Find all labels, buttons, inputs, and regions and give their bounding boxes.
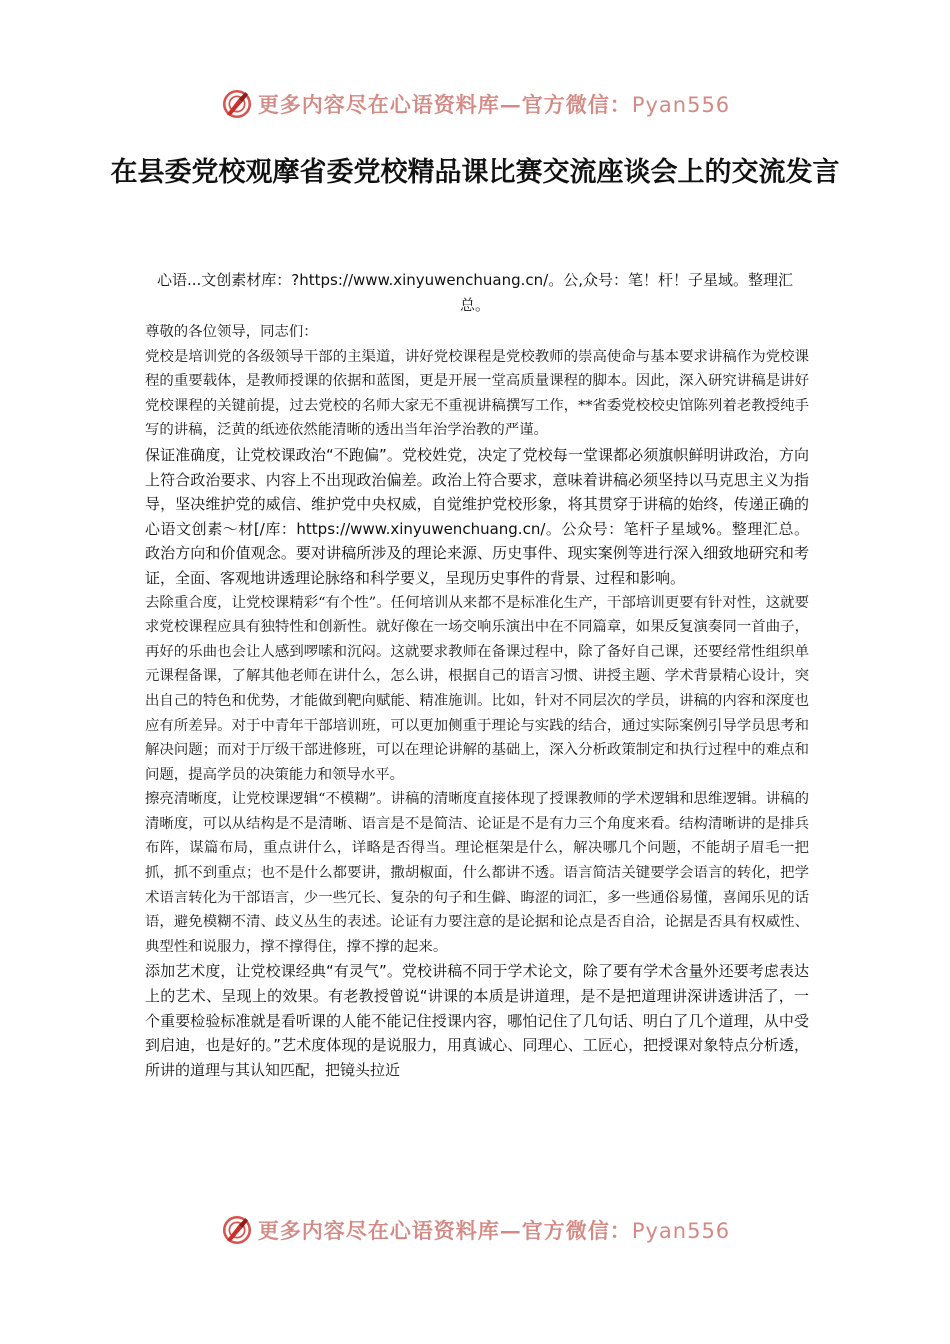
paragraph-accuracy: 保证准确度，让党校课政治“不跑偏”。党校姓党，决定了党校每一堂课都必须旗帜鲜明讲政治，方向上符合政治要求、内容上不出现政治偏差。政治上符合要求，意味着讲稿必须坚持以马克思主义为指导，坚决维护党的威信、维护党中央权威，自觉维护党校形象，将其贯穿于讲稿的始终，传递正确的心语文创素～材[/库：https://www.xinyuwenchuang.cn/。公众号：笔杆子星域%。整理汇总。政治方向和价值观念。要对讲稿所涉及的理论来源、历史事件、现实案例等进行深入细致地研究和考证，全面、客观地讲透理论脉络和科学要义，呈现历史事件的背景、过程和影响。 [145,445,809,587]
wechat-id: Pyan556 [631,1219,731,1243]
salutation: 尊敬的各位领导，同志们： [145,324,318,340]
paragraph-clarity: 擦亮清晰度，让党校课逻辑“不模糊”。讲稿的清晰度直接体现了授课教师的学术逻辑和思维逻辑。讲稿的清晰度，可以从结构是不是清晰、语言是不是简洁、论证是不是有力三个角度来看。结构清晰讲的是排兵布阵，谋篇布局，重点讲什么，详略是否得当。理论框架是什么，解决哪几个问题，不能胡子眉毛一把抓，抓不到重点；也不是什么都要讲，撒胡椒面，什么都讲不透。语言简洁关键要学会语言的转化，把学术语言转化为干部语言，少一些冗长、复杂的句子和生僻、晦涩的词汇，多一些通俗易懂，喜闻乐见的话语，避免模糊不清、歧义丛生的表述。论证有力要注意的是论据和论点是否自洽，论据是否具有权威性、典型性和说服力，撑不撑得住，撑不撑的起来。 [145,791,809,955]
banner-text: 更多内容尽在心语资料库—官方微信：Pyan556 [257,1218,731,1243]
xinyu-logo-icon [220,1213,254,1247]
paragraph-uniqueness: 去除重合度，让党校课精彩“有个性”。任何培训从来都不是标准化生产，干部培训更要有针对性，这就要求党校课程应具有独特性和创新性。就好像在一场交响乐演出中在不同篇章，如果反复演奏同一首曲子，再好的乐曲也会让人感到啰嗦和沉闷。这就要求教师在备课过程中，除了备好自己课，还要经常性组织单元课程备课，了解其他老师在讲什么，怎么讲，根据自己的语言习惯、讲授主题、学术背景精心设计，突出自己的特色和优势，才能做到靶向赋能、精准施训。比如，针对不同层次的学员，讲稿的内容和深度也应有所差异。对于中青年干部培训班，可以更加侧重于理论与实践的结合，通过实际案例引导学员思考和解决问题；而对于厅级干部进修班，可以在理论讲解的基础上，深入分析政策制定和执行过程中的难点和问题，提高学员的决策能力和领导水平。 [145,594,809,783]
paragraph-intro: 党校是培训党的各级领导干部的主渠道，讲好党校课程是党校教师的崇高使命与基本要求讲稿作为党校课程的重要载体，是教师授课的依据和蓝图，更是开展一堂高质量课程的脚本。因此，深入研究讲稿是讲好党校课程的关键前提，过去党校的名师大家无不重视讲稿撰写工作，**省委党校校史馆陈列着老教授纯手写的讲稿，泛黄的纸迹依然能清晰的透出当年治学治教的严谨。 [145,348,809,439]
footer-banner [0,1210,950,1250]
wechat-id: Pyan556 [631,93,731,117]
source-line: 心语...文创素材库：?https://www.xinyuwenchuang.cn/。公,众号：笔！杆！子星域。整理汇总。 [157,271,793,314]
document-title: 在县委党校观摩省委党校精品课比赛交流座谈会上的交流发言 [110,157,840,188]
paragraph-artistry: 添加艺术度，让党校课经典“有灵气”。党校讲稿不同于学术论文，除了要有学术含量外还要考虑表达上的艺术、呈现上的效果。有老教授曾说“讲课的本质是讲道理，是不是把道理讲深讲透讲活了，一个重要检验标准就是看听课的人能不能记住授课内容，哪怕记住了几句话、明白了几个道理，从中受到启迪，也是好的。”艺术度体现的是说服力，用真诚心、同理心、工匠心，把授课对象特点分析透，所讲的道理与其认知匹配，把镜头拉近 [145,962,809,1079]
header-banner [0,84,950,124]
document-body [145,320,809,1082]
xinyu-logo-icon [220,87,254,121]
banner-text: 更多内容尽在心语资料库—官方微信：Pyan556 [257,92,731,117]
